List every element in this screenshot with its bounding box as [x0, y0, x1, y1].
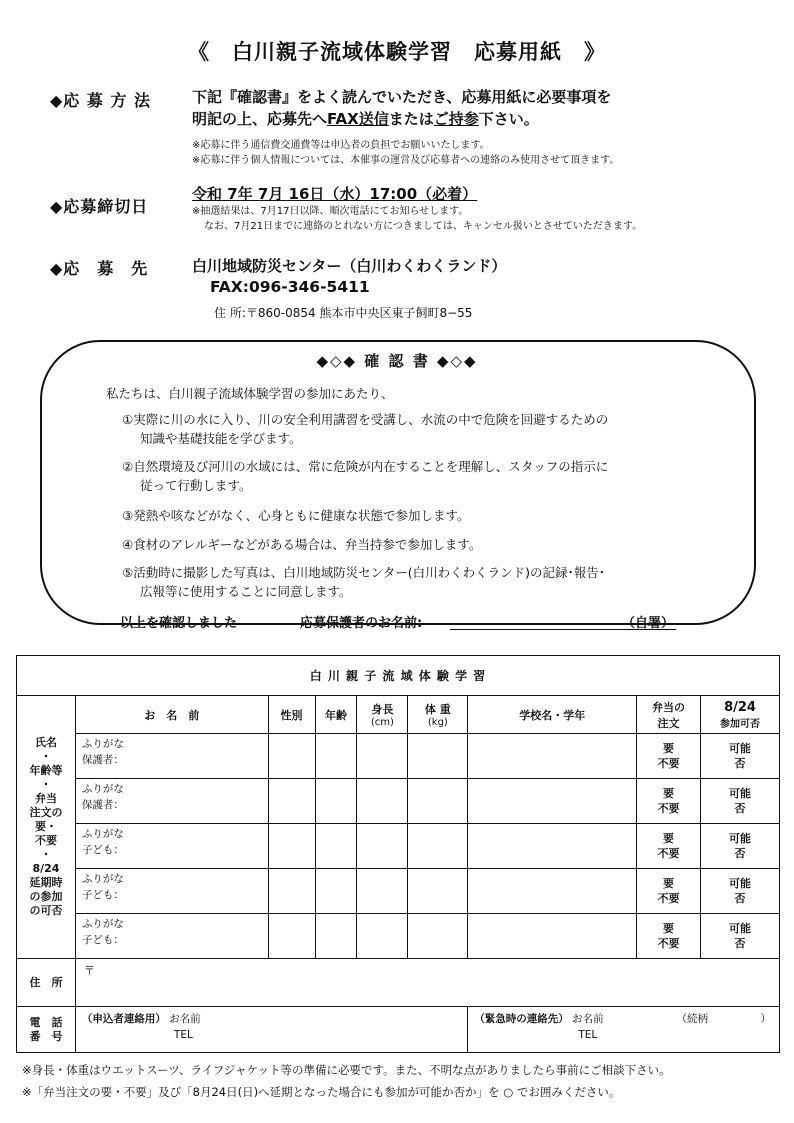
person-label: 保護者：: [81, 799, 124, 811]
aug-no[interactable]: 否: [734, 757, 746, 770]
side-label-text: ・: [40, 750, 52, 763]
confirmed-text: 以上を確認しました: [120, 616, 238, 631]
aug-choice[interactable]: [701, 869, 780, 914]
application-form-table: [16, 655, 780, 1053]
side-label-text: ・: [40, 778, 52, 791]
side-label-text: 氏名: [34, 736, 57, 749]
header-bento: [637, 696, 701, 734]
side-label-text: 弁当: [34, 792, 57, 805]
side-label-text: ・: [40, 848, 52, 861]
bento-yes[interactable]: 要: [663, 922, 675, 935]
aug-choice[interactable]: [701, 824, 780, 869]
table-row: [17, 914, 780, 959]
postal-mark: 〒: [83, 964, 95, 977]
header-weight-unit: (kg): [427, 717, 448, 728]
bento-yes[interactable]: 要: [663, 832, 675, 845]
header-name: お 名 前: [75, 696, 268, 734]
age-cell[interactable]: [315, 779, 357, 824]
aug-no[interactable]: 否: [734, 847, 746, 860]
weight-cell[interactable]: [408, 779, 468, 824]
name-cell[interactable]: [75, 869, 268, 914]
side-label-text: 不要: [34, 834, 57, 847]
aug-yes[interactable]: 可能: [729, 787, 751, 800]
signature-mark: （自署）: [622, 616, 675, 631]
aug-yes[interactable]: 可能: [729, 832, 751, 845]
table-row: [17, 869, 780, 914]
school-cell[interactable]: [468, 914, 637, 959]
age-cell[interactable]: [315, 914, 357, 959]
bento-yes[interactable]: 要: [663, 742, 675, 755]
furigana-label: ふりがな: [81, 873, 124, 885]
confirmation-intro: 私たちは、白川親子流域体験学習の参加にあたり、: [106, 386, 394, 401]
confirmation-item-3: ③発熱や咳などがなく、心身ともに健康な状態で参加します。: [122, 508, 470, 523]
applicant-label: （申込者連絡用）: [81, 1013, 166, 1025]
weight-cell[interactable]: [408, 824, 468, 869]
header-height-label: 身長: [371, 703, 394, 716]
school-cell[interactable]: [468, 734, 637, 779]
age-cell[interactable]: [315, 869, 357, 914]
aug-no[interactable]: 否: [734, 937, 746, 950]
height-cell[interactable]: [357, 869, 408, 914]
header-height: [357, 696, 408, 734]
confirmation-item-2: [122, 457, 608, 495]
school-cell[interactable]: [468, 779, 637, 824]
height-cell[interactable]: [357, 824, 408, 869]
school-cell[interactable]: [468, 824, 637, 869]
emergency-contact-field[interactable]: [468, 1007, 780, 1053]
form-title: 白 川 親 子 流 域 体 験 学 習: [17, 656, 780, 696]
emergency-label: （緊急時の連絡先）: [474, 1013, 569, 1025]
sex-cell[interactable]: [268, 734, 315, 779]
header-school: 学校名・学年: [468, 696, 637, 734]
furigana-label: ふりがな: [81, 828, 124, 840]
weight-cell[interactable]: [408, 869, 468, 914]
applicant-contact-field[interactable]: [75, 1007, 467, 1053]
bento-choice[interactable]: [637, 779, 701, 824]
person-label: 保護者：: [81, 754, 124, 766]
aug-no[interactable]: 否: [734, 892, 746, 905]
bento-no[interactable]: 不要: [657, 802, 680, 815]
confirmation-item-1: [122, 410, 608, 448]
footnote-1: ※身長・体重はウエットスーツ、ライフジャケット等の準備に必要です。また、不明な点がありましたら事前にご相談下さい。: [22, 1063, 671, 1077]
method-line2: [192, 108, 539, 129]
name-cell[interactable]: [75, 779, 268, 824]
header-height-unit: (cm): [370, 717, 394, 728]
table-row: [17, 779, 780, 824]
side-label-text: の可否: [29, 904, 63, 917]
address-label: 住 所: [17, 959, 76, 1007]
sex-cell[interactable]: [268, 914, 315, 959]
phone-label-text: 番 号: [29, 1029, 63, 1043]
sex-cell[interactable]: [268, 779, 315, 824]
phone-label-text: 電 話: [29, 1015, 63, 1029]
aug-choice[interactable]: [701, 914, 780, 959]
page-title: 《 白川親子流域体験学習 応募用紙 》: [188, 40, 606, 64]
bento-choice[interactable]: [637, 869, 701, 914]
confirmation-item-5: [122, 563, 605, 601]
name-cell[interactable]: [75, 824, 268, 869]
bento-no[interactable]: 不要: [657, 892, 680, 905]
side-label: [17, 696, 76, 959]
deadline-note-1: ※抽選結果は、7月17日以降、順次電話にてお知らせします。: [192, 206, 469, 217]
destination-fax: FAX:096-346-5411: [210, 278, 370, 296]
method-text: 下さい。: [478, 110, 539, 128]
side-label-text: 延期時: [29, 876, 63, 889]
name-cell[interactable]: [75, 914, 268, 959]
item-text: ②自然環境及び河川の水域には、常に危険が内在することを理解し、スタッフの指示に: [122, 459, 609, 474]
item-text: 知識や基礎技能を学びます。: [140, 431, 302, 446]
header-aug-label: 参加可否: [720, 718, 760, 730]
aug-yes[interactable]: 可能: [729, 742, 751, 755]
bento-yes[interactable]: 要: [663, 787, 675, 800]
aug-no[interactable]: 否: [734, 802, 746, 815]
header-weight: [408, 696, 468, 734]
method-line1: 下記『確認書』をよく読んでいただき、応募用紙に必要事項を: [192, 88, 612, 106]
method-text: または: [388, 110, 434, 128]
aug-choice[interactable]: [701, 734, 780, 779]
furigana-label: ふりがな: [81, 738, 124, 750]
fax-emphasis: FAX送信: [327, 110, 389, 128]
height-cell[interactable]: [357, 779, 408, 824]
header-sex: 性別: [268, 696, 315, 734]
deadline-date: 令和 7年 7月 16日（水）17:00（必着）: [192, 185, 478, 203]
destination-name: 白川地域防災センター（白川わくわくランド）: [192, 257, 507, 275]
header-bento-label: 注文: [657, 716, 680, 730]
address-field[interactable]: [75, 959, 779, 1007]
method-note-1: ※応募に伴う通信費交通費等は申込者の負担でお願いいたします。: [192, 140, 490, 151]
item-text: 広報等に使用することに同意します。: [140, 584, 352, 599]
applicant-name-label: お名前: [169, 1013, 201, 1025]
destination-label: ◆応 募 先: [50, 259, 149, 278]
weight-cell[interactable]: [408, 734, 468, 779]
relation-label: （続柄 ）: [676, 1013, 771, 1025]
emergency-name-label: お名前: [572, 1013, 604, 1025]
guardian-label: 応募保護者のお名前:: [300, 616, 423, 631]
method-note-2: ※応募に伴う個人情報については、本催事の運営及び応募者への連絡のみ使用させて頂きます。: [192, 155, 620, 166]
bento-no[interactable]: 不要: [657, 937, 680, 950]
destination-address: 住 所:〒860-0854 熊本市中央区東子飼町8−55: [214, 306, 473, 320]
aug-choice[interactable]: [701, 779, 780, 824]
bento-choice[interactable]: [637, 914, 701, 959]
applicant-tel-label: TEL: [173, 1029, 193, 1041]
age-cell[interactable]: [315, 824, 357, 869]
person-label: 子ども：: [81, 844, 124, 856]
bento-choice[interactable]: [637, 824, 701, 869]
person-label: 子ども：: [81, 889, 124, 901]
weight-cell[interactable]: [408, 914, 468, 959]
confirmation-title: ◆◇◆ 確 認 書 ◆◇◆: [316, 352, 478, 370]
bring-emphasis: ご持参: [433, 110, 479, 128]
item-text: 従って行動します。: [140, 478, 252, 493]
table-row: [17, 734, 780, 779]
item-text: ①実際に川の水に入り、川の安全利用講習を受講し、水流の中で危険を回避するための: [122, 412, 609, 427]
header-age: 年齢: [315, 696, 357, 734]
item-text: ⑤活動時に撮影した写真は、白川地域防災センター(白川わくわくランド)の記録･報告･: [122, 565, 605, 580]
person-label: 子ども：: [81, 934, 124, 946]
side-label-text: 8/24: [32, 862, 60, 875]
footnote-2: ※「弁当注文の要・不要」及び「8月24日(日)へ延期となった場合にも参加が可能か否か」を ○ でお囲みください。: [22, 1085, 621, 1099]
aug-yes[interactable]: 可能: [729, 877, 751, 890]
deadline-note-2: なお、7月21日までに連絡のとれない方につきましては、キャンセル扱いとさせていただきます。: [204, 221, 643, 232]
method-label: ◆応 募 方 法: [50, 91, 152, 110]
emergency-tel-label: TEL: [578, 1029, 598, 1041]
height-cell[interactable]: [357, 914, 408, 959]
sex-cell[interactable]: [268, 824, 315, 869]
height-cell[interactable]: [357, 734, 408, 779]
age-cell[interactable]: [315, 734, 357, 779]
table-row: [17, 824, 780, 869]
side-label-text: 年齢等: [29, 764, 63, 777]
header-aug-date: 8/24: [724, 699, 756, 715]
bento-yes[interactable]: 要: [663, 877, 675, 890]
phone-label: [17, 1007, 76, 1053]
method-text: 明記の上、応募先へ: [192, 110, 328, 128]
furigana-label: ふりがな: [81, 783, 124, 795]
bento-no[interactable]: 不要: [657, 757, 680, 770]
header-aug: [701, 696, 780, 734]
name-cell[interactable]: [75, 734, 268, 779]
aug-yes[interactable]: 可能: [729, 922, 751, 935]
bento-no[interactable]: 不要: [657, 847, 680, 860]
header-bento-label: 弁当の: [652, 700, 686, 714]
side-label-text: 注文の: [29, 806, 63, 819]
header-weight-label: 体 重: [424, 703, 451, 716]
furigana-label: ふりがな: [81, 918, 124, 930]
deadline-label: ◆応募締切日: [50, 197, 149, 216]
school-cell[interactable]: [468, 869, 637, 914]
bento-choice[interactable]: [637, 734, 701, 779]
side-label-text: 要・: [34, 820, 57, 833]
side-label-text: の参加: [29, 890, 63, 903]
confirmation-item-4: ④食材のアレルギーなどがある場合は、弁当持参で参加します。: [122, 537, 482, 552]
sex-cell[interactable]: [268, 869, 315, 914]
